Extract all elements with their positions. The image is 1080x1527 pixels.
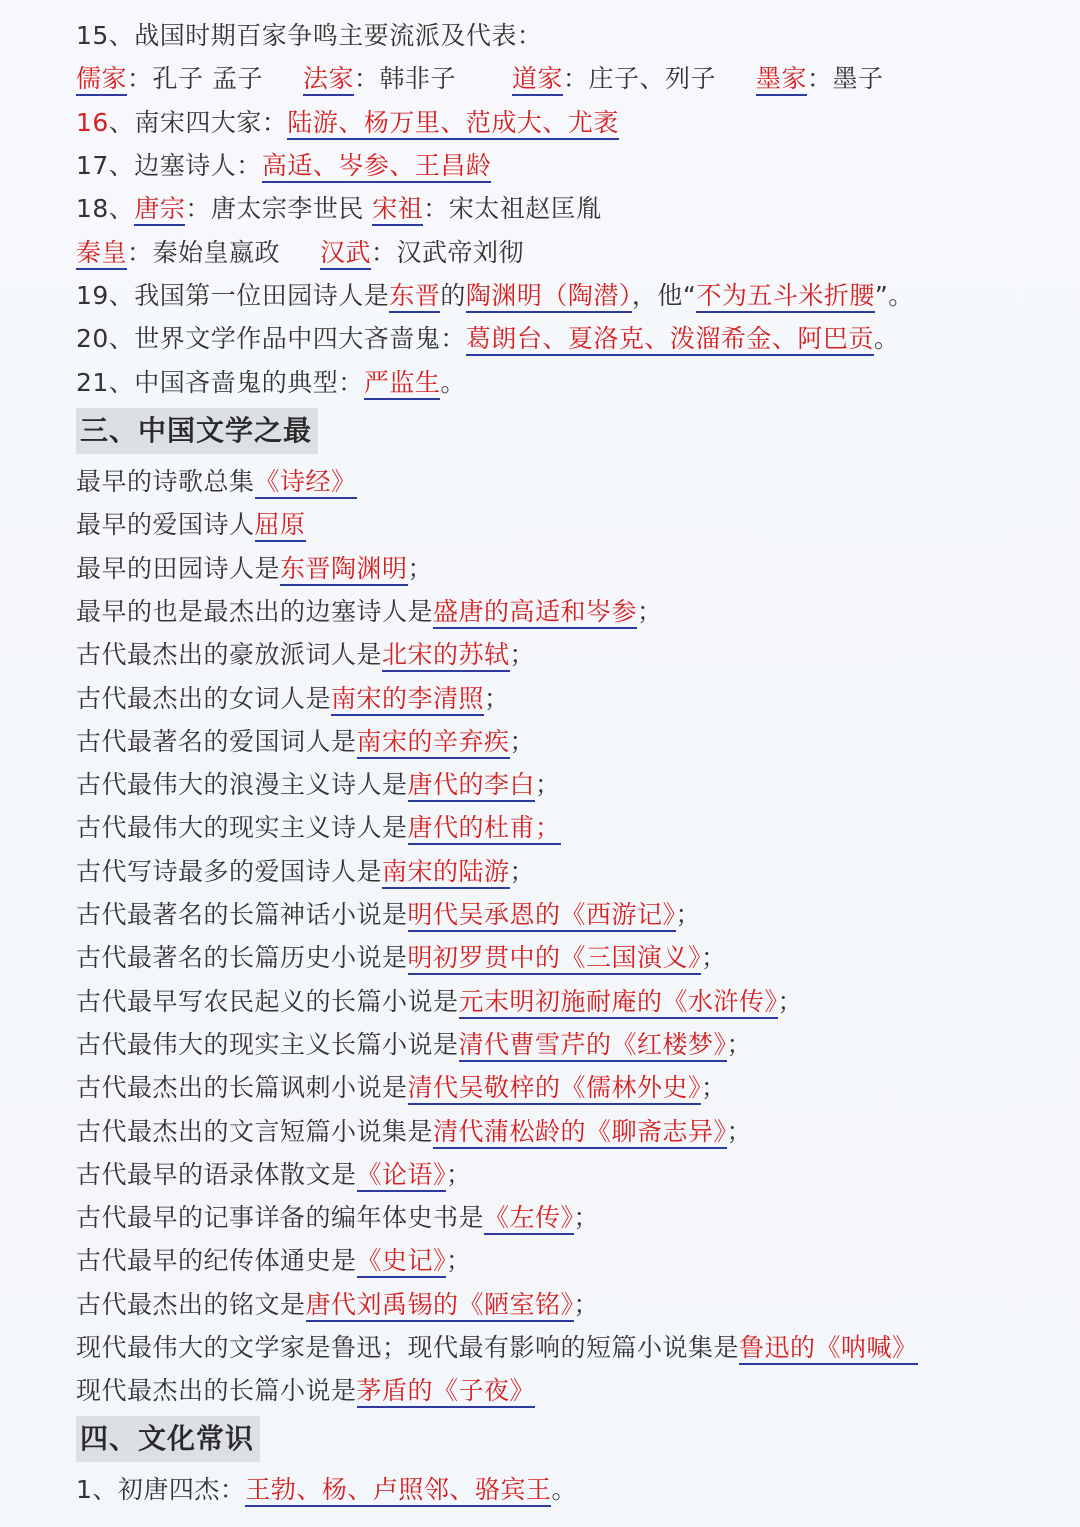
superlative-answer: 清代曹雪芹的《红楼梦》 bbox=[459, 1030, 727, 1062]
superlative-item bbox=[76, 1332, 918, 1364]
superlative-answer: 鲁迅的《呐喊》 bbox=[739, 1333, 918, 1365]
superlative-answer: 清代蒲松龄的《聊斋志异》 bbox=[433, 1117, 727, 1149]
superlative-answer: 《左传》 bbox=[484, 1203, 574, 1235]
superlative-item bbox=[76, 509, 306, 541]
superlative-punctuation: ； bbox=[573, 1289, 600, 1319]
superlative-answer: 明代吴承恩的《西游记》 bbox=[408, 900, 676, 932]
superlative-label: 古代最著名的长篇神话小说是 bbox=[76, 900, 408, 929]
superlative-answer: 茅盾的《子夜》 bbox=[357, 1376, 536, 1408]
superlative-label: 古代最杰出的文言短篇小说集是 bbox=[76, 1116, 434, 1146]
superlative-punctuation: ； bbox=[535, 770, 561, 800]
superlative-answer: 南宋的李清照 bbox=[331, 684, 484, 716]
superlative-label: 最早的诗歌总集 bbox=[76, 467, 255, 496]
superlative-label: 古代最早的语录体散文是 bbox=[76, 1159, 357, 1189]
superlative-item bbox=[76, 1202, 599, 1234]
school-mo-rep: ：墨子 bbox=[807, 64, 884, 93]
line-17-answer: 高适、岑参、王昌龄 bbox=[262, 151, 492, 183]
superlative-punctuation: ； bbox=[509, 856, 536, 886]
school-mo: 墨家 bbox=[756, 64, 807, 96]
superlative-answer: 唐代的李白 bbox=[408, 770, 536, 802]
superlative-label: 古代写诗最多的爱国诗人是 bbox=[76, 856, 383, 886]
line-18b-a1: 秦皇 bbox=[76, 238, 127, 270]
superlative-label: 古代最伟大的现实主义诗人是 bbox=[76, 813, 408, 843]
school-dao: 道家 bbox=[512, 64, 563, 96]
superlative-label: 古代最伟大的现实主义长篇小说是 bbox=[76, 1029, 459, 1059]
line-19-t3: ”。 bbox=[874, 281, 914, 310]
superlative-punctuation: ； bbox=[701, 1073, 727, 1103]
superlative-answer: 南宋的陆游 bbox=[382, 857, 510, 889]
school-fa-rep: ：韩非子 bbox=[353, 64, 456, 93]
superlative-label: 古代最早的纪传体通史是 bbox=[76, 1246, 357, 1276]
superlative-punctuation: ； bbox=[573, 1203, 600, 1233]
line-15 bbox=[76, 20, 542, 52]
superlative-label: 古代最著名的爱国词人是 bbox=[76, 726, 357, 756]
superlative-punctuation: ； bbox=[446, 1159, 472, 1189]
superlative-label: 最早的爱国诗人 bbox=[76, 510, 255, 540]
line-19-a3: 不为五斗米折腰 bbox=[696, 281, 875, 313]
superlative-answer: 东晋陶渊明 bbox=[280, 554, 408, 586]
section-3-heading: 三、中国文学之最 bbox=[76, 408, 318, 454]
superlative-label: 古代最杰出的女词人是 bbox=[76, 683, 332, 713]
superlative-label: 古代最杰出的豪放派词人是 bbox=[76, 640, 383, 670]
superlative-answer: 南宋的辛弃疾 bbox=[357, 727, 510, 759]
line-schools bbox=[76, 63, 884, 95]
superlative-item bbox=[76, 726, 535, 758]
line-20-text: 20、世界文学作品中四大吝啬鬼： bbox=[76, 324, 466, 353]
section-4-line-1-answer: 王勃、杨、卢照邻、骆宾王 bbox=[245, 1475, 551, 1507]
superlative-punctuation: ； bbox=[407, 553, 434, 583]
superlative-item bbox=[76, 769, 561, 801]
line-21-text: 21、中国吝啬鬼的典型： bbox=[76, 368, 364, 397]
line-17 bbox=[76, 150, 491, 182]
superlative-item bbox=[76, 812, 561, 844]
superlative-punctuation: ； bbox=[726, 1029, 753, 1059]
superlative-label: 古代最伟大的浪漫主义诗人是 bbox=[76, 770, 408, 800]
superlative-answer: 唐代刘禹锡的《陋室铭》 bbox=[306, 1290, 574, 1322]
superlative-answer: 唐代的杜甫； bbox=[408, 813, 561, 845]
superlative-label: 古代最早的记事详备的编年体史书是 bbox=[76, 1203, 485, 1233]
line-16-answer: 陆游、杨万里、范成大、尤袤 bbox=[287, 108, 619, 140]
line-19-a2: 陶渊明（陶潜） bbox=[466, 281, 632, 313]
superlative-answer: 《论语》 bbox=[357, 1160, 447, 1192]
superlative-item bbox=[76, 856, 535, 888]
superlative-item bbox=[76, 899, 701, 931]
line-18-a1: 唐宗 bbox=[134, 194, 185, 226]
superlative-item bbox=[76, 1029, 752, 1061]
line-18b-a2: 汉武 bbox=[320, 238, 371, 270]
superlative-punctuation: ； bbox=[484, 683, 510, 713]
superlative-answer: 盛唐的高适和岑参 bbox=[433, 597, 637, 629]
section-4-line-1 bbox=[76, 1474, 577, 1506]
superlative-answer: 明初罗贯中的《三国演义》 bbox=[408, 943, 702, 975]
superlative-answer: 元末明初施耐庵的《水浒传》 bbox=[459, 987, 778, 1019]
superlative-punctuation: ； bbox=[777, 986, 804, 1016]
superlative-item bbox=[76, 1245, 472, 1277]
superlative-item bbox=[76, 683, 510, 715]
line-19-a1: 东晋 bbox=[389, 281, 440, 313]
line-20-end: 。 bbox=[873, 324, 900, 353]
line-17-text: 17、边塞诗人： bbox=[76, 151, 262, 180]
line-21-end: 。 bbox=[440, 368, 466, 397]
superlative-answer: 《史记》 bbox=[357, 1246, 447, 1278]
line-20 bbox=[76, 323, 899, 355]
line-18b-t1: ：秦始皇嬴政 bbox=[127, 238, 281, 267]
superlative-answer: 北宋的苏轼 bbox=[382, 640, 510, 672]
line-15-text: 15、战国时期百家争鸣主要流派及代表： bbox=[76, 21, 543, 50]
superlative-item bbox=[76, 1116, 752, 1148]
line-16-num: 16 bbox=[76, 108, 109, 137]
superlative-label: 现代最伟大的文学家是鲁迅；现代最有影响的短篇小说集是 bbox=[76, 1333, 740, 1362]
superlative-label: 最早的田园诗人是 bbox=[76, 553, 281, 583]
superlative-label: 古代最杰出的长篇讽刺小说是 bbox=[76, 1073, 408, 1103]
school-fa: 法家 bbox=[303, 64, 354, 96]
superlative-answer: 清代吴敬梓的《儒林外史》 bbox=[408, 1073, 702, 1105]
line-19-text: 19、我国第一位田园诗人是 bbox=[76, 281, 390, 310]
superlative-label: 最早的也是最杰出的边塞诗人是 bbox=[76, 596, 434, 626]
line-21-answer: 严监生 bbox=[364, 368, 441, 400]
superlative-label: 古代最杰出的铭文是 bbox=[76, 1289, 306, 1319]
superlative-item bbox=[76, 942, 727, 974]
superlative-label: 古代最著名的长篇历史小说是 bbox=[76, 943, 408, 973]
section-4-line-1-end: 。 bbox=[551, 1475, 577, 1504]
superlative-item bbox=[76, 986, 803, 1018]
superlative-punctuation: ； bbox=[726, 1116, 753, 1146]
section-4-heading: 四、文化常识 bbox=[76, 1416, 260, 1462]
superlative-punctuation: ； bbox=[509, 726, 536, 756]
superlative-item bbox=[76, 1375, 535, 1407]
superlative-punctuation: ； bbox=[701, 943, 727, 973]
superlative-punctuation: ； bbox=[509, 640, 536, 670]
superlative-item bbox=[76, 1159, 472, 1191]
superlative-answer: 屈原 bbox=[255, 510, 306, 542]
line-19-t1: 的 bbox=[440, 281, 466, 310]
line-18-a2: 宋祖 bbox=[372, 194, 423, 226]
line-18b bbox=[76, 237, 524, 269]
line-19-t2: ，他“ bbox=[631, 281, 697, 310]
superlative-item bbox=[76, 553, 433, 585]
superlative-label: 现代最杰出的长篇小说是 bbox=[76, 1376, 357, 1406]
section-4-line-1-text: 1、初唐四杰： bbox=[76, 1475, 246, 1504]
superlative-item bbox=[76, 1072, 727, 1104]
school-ru-rep: ：孔子 孟子 bbox=[127, 64, 263, 93]
line-16 bbox=[76, 107, 619, 139]
superlative-label: 古代最早写农民起义的长篇小说是 bbox=[76, 986, 459, 1016]
line-18-num: 18、 bbox=[76, 194, 135, 223]
line-20-answer: 葛朗台、夏洛克、泼溜希金、阿巴贡 bbox=[466, 324, 874, 356]
superlative-punctuation: ； bbox=[446, 1246, 472, 1276]
school-ru: 儒家 bbox=[76, 64, 127, 96]
line-18-t1: ：唐太宗李世民 bbox=[185, 194, 373, 223]
line-18b-t2: ：汉武帝刘彻 bbox=[371, 238, 525, 267]
superlative-item bbox=[76, 639, 535, 671]
superlative-punctuation: ； bbox=[637, 596, 663, 626]
superlative-item bbox=[76, 466, 357, 498]
line-19 bbox=[76, 280, 914, 312]
superlative-punctuation: ； bbox=[675, 900, 702, 929]
superlative-item bbox=[76, 1289, 599, 1321]
line-21 bbox=[76, 367, 466, 399]
superlative-item bbox=[76, 596, 663, 628]
line-16-text: 、南宋四大家： bbox=[108, 108, 288, 137]
line-18-t2: ：宋太祖赵匡胤 bbox=[423, 194, 602, 223]
school-dao-rep: ：庄子、列子 bbox=[563, 64, 717, 93]
superlative-answer: 《诗经》 bbox=[255, 467, 357, 499]
line-18 bbox=[76, 193, 602, 225]
